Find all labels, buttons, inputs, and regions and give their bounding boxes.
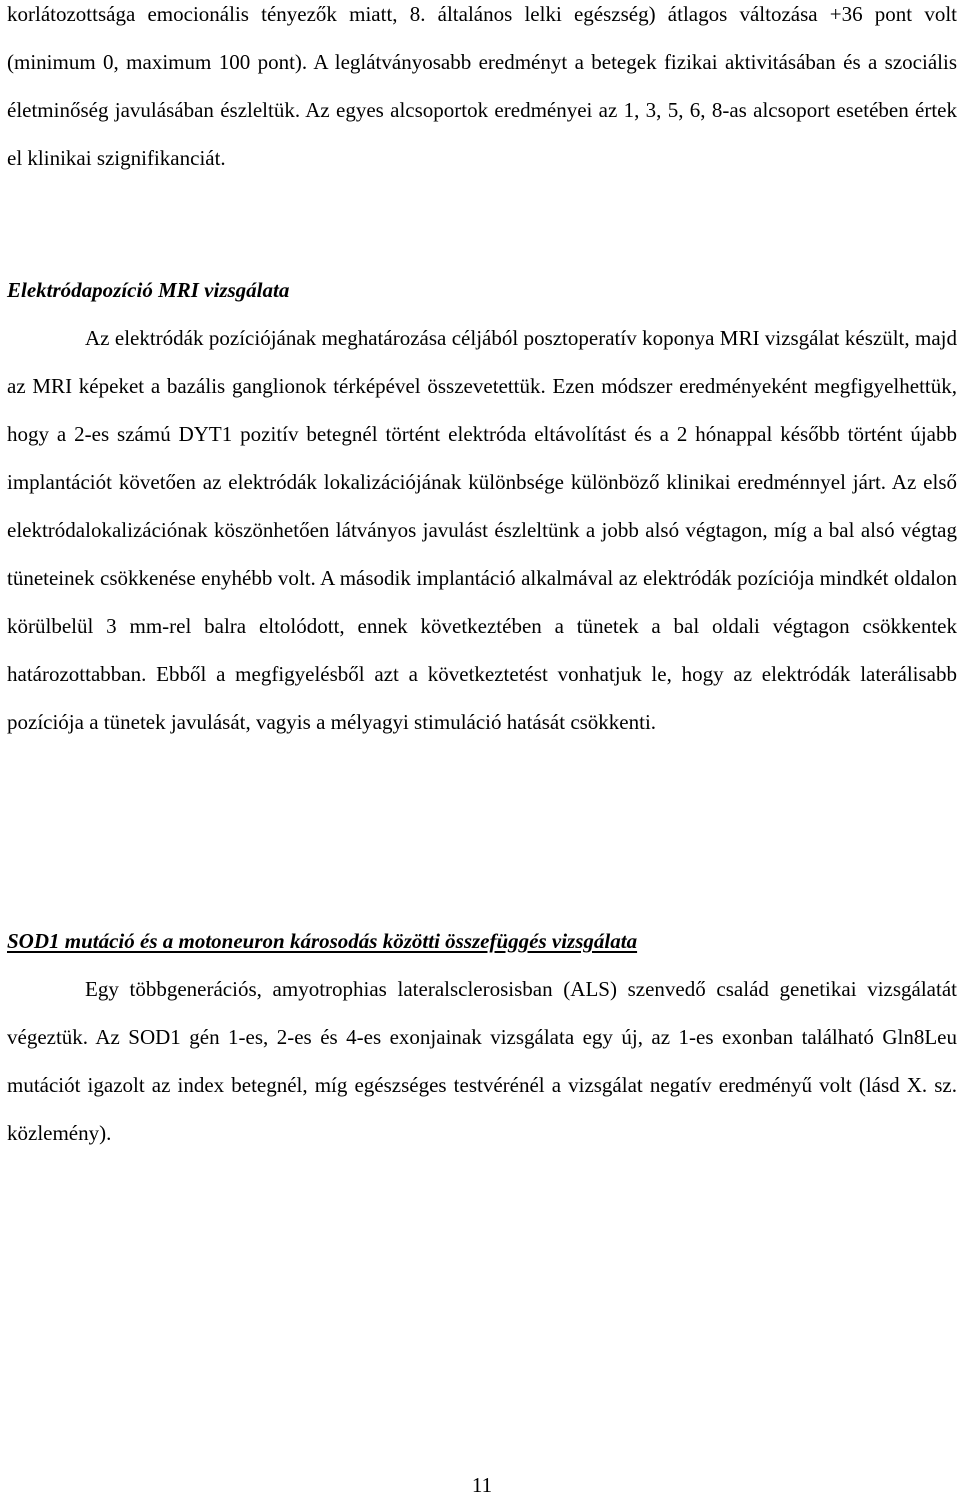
section-body-sod1: Egy többgenerációs, amyotrophias lateralsclerosisban (ALS) szenvedő család genetikai vizsgálatát végeztük. Az SOD1 gén 1-es, 2-es és 4-es exonjainak vizsgálata egy új, az 1-es exonban található Gln8Leu mutációt igazolt az index betegnél, míg egészséges testvérénél a vizsgálat negatív eredményű volt (lásd X. sz. közlemény). (7, 977, 957, 1145)
page-number: 11 (471, 1473, 493, 1497)
section-heading-mri: Elektródapozíció MRI vizsgálata (7, 278, 290, 302)
section-body-mri: Az elektródák pozíciójának meghatározása céljából posztoperatív koponya MRI vizsgálat készült, majd az MRI képeket a bazális ganglionok térképével összevetettük. Ezen módszer eredményeként megfigyelhettük, hogy a 2-es számú DYT1 pozitív betegnél történt elektróda eltávolítást és a 2 hónappal később történt újabb implantációt követően az elektródák lokalizációjának különbsége különböző klinikai eredménnyel járt. Az első elektródalokalizációnak köszönhetően látványos javulást észleltünk a jobb alsó végtagon, míg a bal alsó végtag tüneteinek csökkenése enyhébb volt. A második implantáció alkalmával az elektródák pozíciója mindkét oldalon körülbelül 3 mm-rel balra eltolódott, ennek következtében a tünetek a bal oldali végtagon csökkentek határozottabban. Ebből a megfigyelésből azt a következtetést vonhatjuk le, hogy az elektródák laterálisabb pozíciója a tünetek javulását, vagyis a mélyagyi stimuláció hatását csökkenti. (7, 326, 957, 734)
section-heading-sod1: SOD1 mutáció és a motoneuron károsodás közötti összefüggés vizsgálata (7, 929, 638, 953)
intro-paragraph: korlátozottsága emocionális tényezők miatt, 8. általános lelki egészség) átlagos változása +36 pont volt (minimum 0, maximum 100 pont). A leglátványosabb eredményt a betegek fizikai aktivitásában és a szociális életminőség javulásában észleltük. Az egyes alcsoportok eredményei az 1, 3, 5, 6, 8-as alcsoport esetében értek el klinikai szignifikanciát. (7, 2, 957, 170)
document-page (7, 0, 957, 1498)
